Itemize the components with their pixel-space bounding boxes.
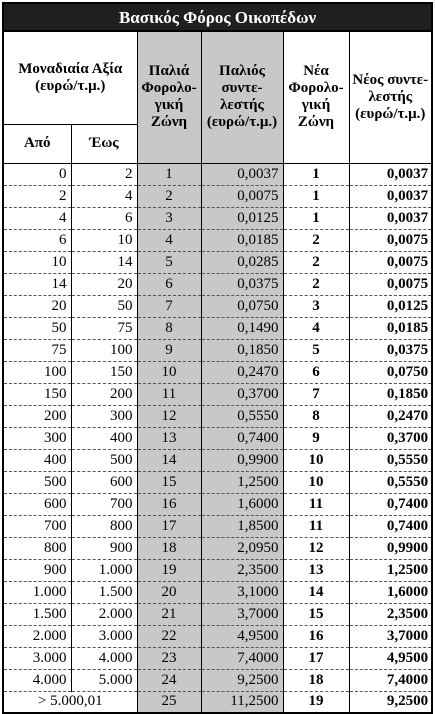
table-row — [3, 493, 432, 515]
table-row — [3, 471, 432, 493]
old-zone-cell: 24 — [137, 669, 201, 691]
from-cell: 20 — [3, 295, 71, 317]
old-coef-cell: 0,5550 — [201, 405, 283, 427]
old-zone-cell: 10 — [137, 361, 201, 383]
to-cell: 10 — [71, 229, 137, 251]
new-zone-cell: 10 — [283, 471, 349, 493]
old-zone-cell: 23 — [137, 647, 201, 669]
to-cell: 300 — [71, 405, 137, 427]
to-cell: 50 — [71, 295, 137, 317]
from-cell: 50 — [3, 317, 71, 339]
table-row — [3, 383, 432, 405]
old-zone-cell: 6 — [137, 273, 201, 295]
table-row — [3, 317, 432, 339]
new-zone-cell: 11 — [283, 515, 349, 537]
new-coef-header: Νέος συντε-λεστής (ευρώ/τ.μ.) — [349, 31, 432, 163]
old-coef-cell: 0,1850 — [201, 339, 283, 361]
from-cell: 600 — [3, 493, 71, 515]
old-coef-cell: 0,0037 — [201, 163, 283, 185]
new-coef-cell: 0,7400 — [349, 515, 432, 537]
old-zone-cell: 16 — [137, 493, 201, 515]
new-coef-cell: 2,3500 — [349, 603, 432, 625]
from-cell: 2.000 — [3, 625, 71, 647]
from-cell: 150 — [3, 383, 71, 405]
to-cell: 6 — [71, 207, 137, 229]
new-coef-cell: 0,0037 — [349, 207, 432, 229]
old-zone-cell: 8 — [137, 317, 201, 339]
new-zone-cell: 2 — [283, 229, 349, 251]
from-cell: 1.500 — [3, 603, 71, 625]
new-zone-cell: 3 — [283, 295, 349, 317]
new-coef-cell: 0,0125 — [349, 295, 432, 317]
table-row — [3, 625, 432, 647]
unit-value-header: Μοναδιαία Αξία (ευρώ/τ.μ.) — [3, 31, 137, 124]
old-zone-cell: 11 — [137, 383, 201, 405]
old-coef-cell: 1,6000 — [201, 493, 283, 515]
old-zone-cell: 17 — [137, 515, 201, 537]
new-coef-cell: 0,0375 — [349, 339, 432, 361]
old-coef-cell: 4,9500 — [201, 625, 283, 647]
from-cell: 4 — [3, 207, 71, 229]
from-cell: 4.000 — [3, 669, 71, 691]
new-coef-cell: 0,0750 — [349, 361, 432, 383]
new-coef-cell: 3,7000 — [349, 625, 432, 647]
table-row — [3, 405, 432, 427]
old-zone-cell: 2 — [137, 185, 201, 207]
to-cell: 4.000 — [71, 647, 137, 669]
from-cell: 3.000 — [3, 647, 71, 669]
new-coef-cell: 9,2500 — [349, 691, 432, 713]
old-coef-cell: 0,0185 — [201, 229, 283, 251]
table-row — [3, 581, 432, 603]
old-zone-cell: 5 — [137, 251, 201, 273]
old-coef-cell: 0,0375 — [201, 273, 283, 295]
from-cell: 0 — [3, 163, 71, 185]
old-coef-cell: 0,0285 — [201, 251, 283, 273]
table-row — [3, 603, 432, 625]
table-row — [3, 251, 432, 273]
from-cell: 200 — [3, 405, 71, 427]
new-zone-header: Νέα Φορολο-γική Ζώνη — [283, 31, 349, 163]
new-coef-cell: 1,6000 — [349, 581, 432, 603]
old-zone-cell: 25 — [137, 691, 201, 713]
new-zone-cell: 10 — [283, 449, 349, 471]
table-row — [3, 691, 432, 713]
new-zone-cell: 2 — [283, 251, 349, 273]
old-zone-cell: 21 — [137, 603, 201, 625]
old-coef-cell: 1,8500 — [201, 515, 283, 537]
new-coef-cell: 0,0075 — [349, 229, 432, 251]
to-cell: 100 — [71, 339, 137, 361]
new-coef-cell: 0,3700 — [349, 427, 432, 449]
table-row — [3, 185, 432, 207]
new-coef-cell: 0,7400 — [349, 493, 432, 515]
to-cell: 20 — [71, 273, 137, 295]
table-row — [3, 273, 432, 295]
old-coef-cell: 2,0950 — [201, 537, 283, 559]
new-zone-cell: 18 — [283, 669, 349, 691]
from-cell: 800 — [3, 537, 71, 559]
from-cell: 400 — [3, 449, 71, 471]
new-coef-cell: 0,2470 — [349, 405, 432, 427]
table-row — [3, 669, 432, 691]
old-coef-cell: 0,0750 — [201, 295, 283, 317]
from-cell: 500 — [3, 471, 71, 493]
new-zone-cell: 5 — [283, 339, 349, 361]
old-coef-cell: 0,1490 — [201, 317, 283, 339]
table-row — [3, 427, 432, 449]
from-cell: 100 — [3, 361, 71, 383]
land-tax-table — [2, 2, 433, 714]
table-row — [3, 647, 432, 669]
new-zone-cell: 16 — [283, 625, 349, 647]
to-cell: 900 — [71, 537, 137, 559]
old-zone-cell: 12 — [137, 405, 201, 427]
new-coef-cell: 7,4000 — [349, 669, 432, 691]
table-row — [3, 163, 432, 185]
old-zone-cell: 22 — [137, 625, 201, 647]
to-cell: 14 — [71, 251, 137, 273]
old-zone-cell: 19 — [137, 559, 201, 581]
new-coef-cell: 0,5550 — [349, 471, 432, 493]
tax-table-container — [2, 2, 431, 714]
to-cell: 5.000 — [71, 669, 137, 691]
from-cell: 1.000 — [3, 581, 71, 603]
old-coef-cell: 0,9900 — [201, 449, 283, 471]
to-cell: 400 — [71, 427, 137, 449]
to-cell: 600 — [71, 471, 137, 493]
new-zone-cell: 19 — [283, 691, 349, 713]
from-cell: 300 — [3, 427, 71, 449]
to-cell: 500 — [71, 449, 137, 471]
table-row — [3, 229, 432, 251]
new-zone-cell: 9 — [283, 427, 349, 449]
to-cell: 200 — [71, 383, 137, 405]
new-zone-cell: 4 — [283, 317, 349, 339]
old-zone-cell: 3 — [137, 207, 201, 229]
new-zone-cell: 13 — [283, 559, 349, 581]
old-coef-cell: 0,7400 — [201, 427, 283, 449]
to-cell: 1.500 — [71, 581, 137, 603]
new-coef-cell: 0,1850 — [349, 383, 432, 405]
old-coef-cell: 2,3500 — [201, 559, 283, 581]
from-header: Από — [3, 124, 71, 163]
table-row — [3, 559, 432, 581]
from-cell: 6 — [3, 229, 71, 251]
table-row — [3, 515, 432, 537]
new-coef-cell: 0,0037 — [349, 185, 432, 207]
to-cell: 2 — [71, 163, 137, 185]
from-cell: 75 — [3, 339, 71, 361]
from-cell: > 5.000,01 — [3, 691, 137, 713]
to-cell: 700 — [71, 493, 137, 515]
to-header: Έως — [71, 124, 137, 163]
new-zone-cell: 8 — [283, 405, 349, 427]
new-zone-cell: 14 — [283, 581, 349, 603]
new-zone-cell: 1 — [283, 185, 349, 207]
old-coef-cell: 0,2470 — [201, 361, 283, 383]
old-zone-cell: 13 — [137, 427, 201, 449]
new-coef-cell: 0,5550 — [349, 449, 432, 471]
old-coef-cell: 0,3700 — [201, 383, 283, 405]
old-zone-cell: 1 — [137, 163, 201, 185]
new-zone-cell: 6 — [283, 361, 349, 383]
to-cell: 1.000 — [71, 559, 137, 581]
old-coef-cell: 1,2500 — [201, 471, 283, 493]
new-zone-cell: 1 — [283, 163, 349, 185]
to-cell: 75 — [71, 317, 137, 339]
new-coef-cell: 1,2500 — [349, 559, 432, 581]
new-zone-cell: 1 — [283, 207, 349, 229]
new-coef-cell: 0,0075 — [349, 273, 432, 295]
table-row — [3, 207, 432, 229]
new-coef-cell: 0,0037 — [349, 163, 432, 185]
new-zone-cell: 2 — [283, 273, 349, 295]
old-zone-cell: 14 — [137, 449, 201, 471]
old-coef-cell: 7,4000 — [201, 647, 283, 669]
old-coef-cell: 0,0125 — [201, 207, 283, 229]
old-coef-cell: 0,0075 — [201, 185, 283, 207]
old-coef-header: Παλιός συντε-λεστής (ευρώ/τ.μ.) — [201, 31, 283, 163]
old-coef-cell: 9,2500 — [201, 669, 283, 691]
to-cell: 2.000 — [71, 603, 137, 625]
new-zone-cell: 11 — [283, 493, 349, 515]
to-cell: 800 — [71, 515, 137, 537]
from-cell: 900 — [3, 559, 71, 581]
new-coef-cell: 4,9500 — [349, 647, 432, 669]
old-coef-cell: 11,2500 — [201, 691, 283, 713]
new-coef-cell: 0,0185 — [349, 317, 432, 339]
old-zone-cell: 4 — [137, 229, 201, 251]
table-row — [3, 537, 432, 559]
old-zone-cell: 20 — [137, 581, 201, 603]
table-row — [3, 449, 432, 471]
from-cell: 10 — [3, 251, 71, 273]
table-title: Βασικός Φόρος Οικοπέδων — [3, 3, 432, 31]
to-cell: 150 — [71, 361, 137, 383]
old-zone-header: Παλιά Φορολο-γική Ζώνη — [137, 31, 201, 163]
from-cell: 2 — [3, 185, 71, 207]
new-coef-cell: 0,0075 — [349, 251, 432, 273]
new-zone-cell: 15 — [283, 603, 349, 625]
new-coef-cell: 0,9900 — [349, 537, 432, 559]
new-zone-cell: 17 — [283, 647, 349, 669]
new-zone-cell: 7 — [283, 383, 349, 405]
old-zone-cell: 15 — [137, 471, 201, 493]
table-body — [3, 163, 432, 713]
old-zone-cell: 18 — [137, 537, 201, 559]
table-row — [3, 339, 432, 361]
to-cell: 4 — [71, 185, 137, 207]
old-coef-cell: 3,1000 — [201, 581, 283, 603]
old-zone-cell: 9 — [137, 339, 201, 361]
table-row — [3, 295, 432, 317]
from-cell: 700 — [3, 515, 71, 537]
table-row — [3, 361, 432, 383]
new-zone-cell: 12 — [283, 537, 349, 559]
old-zone-cell: 7 — [137, 295, 201, 317]
to-cell: 3.000 — [71, 625, 137, 647]
from-cell: 14 — [3, 273, 71, 295]
old-coef-cell: 3,7000 — [201, 603, 283, 625]
